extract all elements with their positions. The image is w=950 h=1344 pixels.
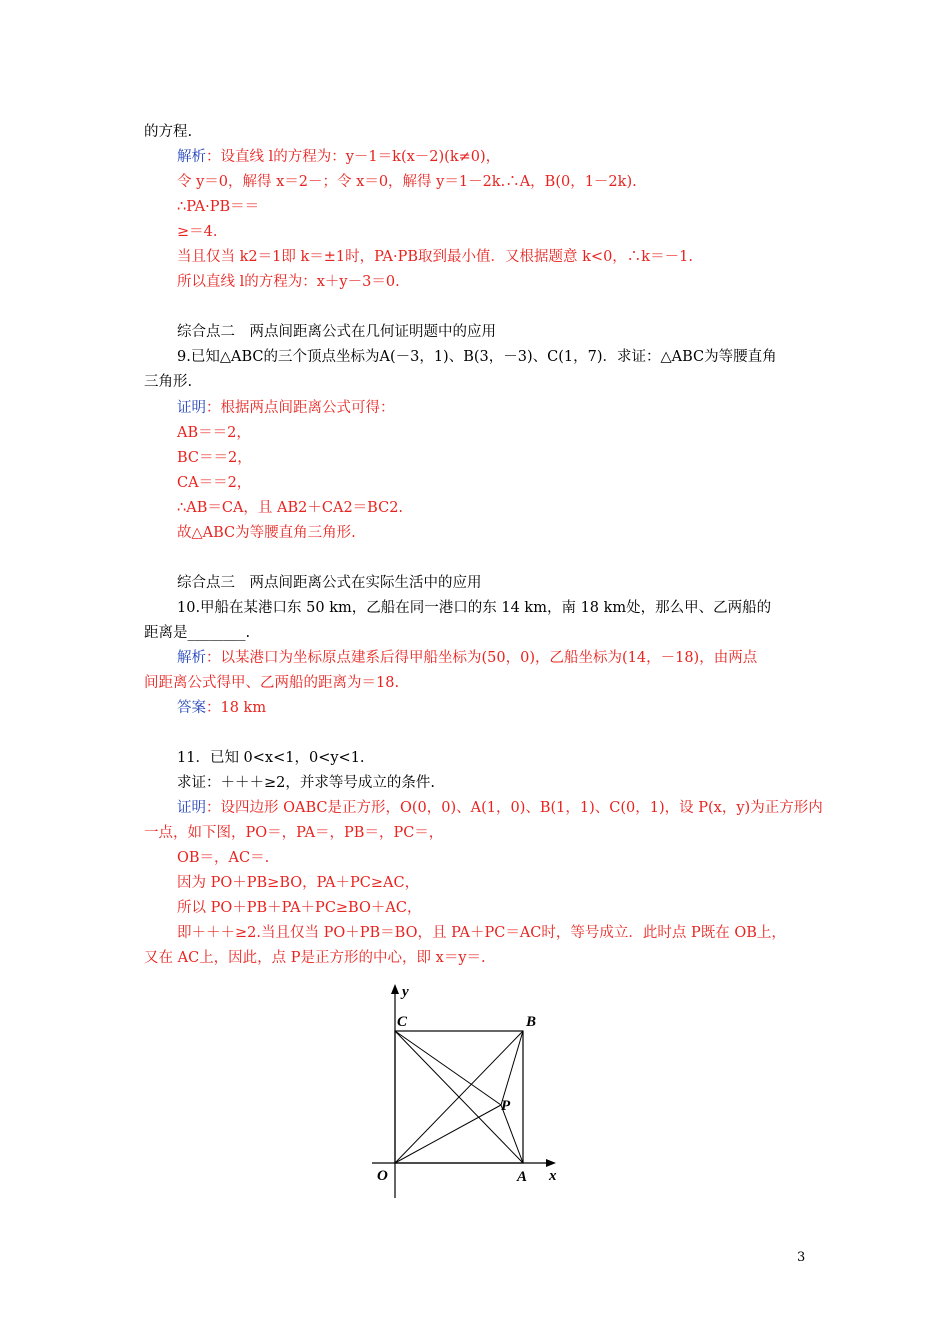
text-segment: ：设直线 l的方程为：y－1＝k(x－2)(k≠0)， — [206, 149, 501, 165]
text-line — [177, 848, 269, 868]
text-segment: 一点，如下图，PO＝，PA＝，PB＝，PC＝， — [144, 825, 444, 841]
square-figure — [360, 980, 580, 1205]
text-line — [177, 423, 251, 443]
text-segment: 当且仅当 k2＝1即 k＝±1时，PA·PB取到最小值．又根据题意 k<0，∴k＝－1. — [177, 249, 693, 265]
label-y: y — [402, 984, 409, 1000]
text-segment: OB＝，AC＝. — [177, 850, 270, 866]
text-line — [177, 448, 252, 468]
label-x: x — [549, 1168, 557, 1184]
text-segment: 故△ABC为等腰直角三角形. — [177, 525, 356, 541]
text-line — [177, 648, 757, 668]
text-segment: AB＝＝2， — [177, 425, 251, 441]
label-p: P — [501, 1098, 511, 1114]
text-line — [177, 923, 786, 943]
text-segment: CA＝＝2， — [177, 475, 252, 491]
text-line — [144, 673, 399, 693]
label-c: C — [397, 1014, 408, 1030]
label-o: O — [377, 1168, 388, 1184]
text-segment: 11．已知 0<x<1，0<y<1. — [177, 750, 365, 766]
text-segment: 距离是________. — [144, 625, 251, 641]
x-axis-arrow — [546, 1159, 556, 1167]
segment-pc — [395, 1031, 501, 1105]
solution-label: 答案 — [177, 700, 206, 716]
text-segment: 综合点二 两点间距离公式在几何证明题中的应用 — [177, 324, 496, 340]
text-line — [177, 398, 395, 418]
text-line — [144, 372, 192, 392]
page-number: 3 — [797, 1250, 806, 1265]
text-segment: ≥＝4. — [177, 224, 218, 240]
text-line — [144, 623, 250, 643]
text-segment: ：根据两点间距离公式可得： — [206, 400, 395, 416]
text-line — [177, 898, 421, 918]
text-line — [177, 197, 259, 217]
text-segment: 综合点三 两点间距离公式在实际生活中的应用 — [177, 575, 482, 591]
segment-po — [395, 1105, 501, 1163]
text-segment: 即＋＋＋≥2.当且仅当 PO＋PB＝BO，且 PA＋PC＝AC时，等号成立．此时点 P既在 OB上， — [177, 925, 786, 941]
text-segment: BC＝＝2， — [177, 450, 252, 466]
text-segment: ∴PA·PB＝＝ — [177, 199, 260, 215]
text-segment: 求证：＋＋＋≥2，并求等号成立的条件. — [177, 775, 435, 791]
text-line — [177, 773, 435, 793]
text-line — [177, 798, 823, 818]
text-segment: 因为 PO＋PB≥BO，PA＋PC≥AC， — [177, 875, 420, 891]
text-line — [144, 948, 486, 968]
text-segment: ：18 km — [206, 700, 267, 716]
text-segment: 的方程. — [144, 124, 193, 140]
text-line — [177, 473, 251, 493]
label-b: B — [526, 1014, 537, 1030]
text-segment: ：设四边形 OABC是正方形，O(0，0)、A(1，0)、B(1，1)、C(0，1)，设 P(x，y)为正方形内 — [206, 800, 823, 816]
solution-label: 证明 — [177, 400, 206, 416]
text-segment: 所以 PO＋PB＋PA＋PC≥BO＋AC， — [177, 900, 422, 916]
text-line — [177, 748, 365, 768]
text-line — [177, 873, 419, 893]
text-line — [144, 122, 192, 142]
text-segment: ：以某港口为坐标原点建系后得甲船坐标为(50，0)，乙船坐标为(14，－18)，由两点 — [206, 650, 758, 666]
label-a: A — [517, 1169, 528, 1185]
text-line — [177, 598, 771, 618]
text-line — [177, 698, 266, 718]
text-segment: 间距离公式得甲、乙两船的距离为＝18. — [144, 675, 400, 691]
text-segment: ∴AB＝CA，且 AB2＋CA2＝BC2. — [177, 500, 404, 516]
text-segment: 令 y＝0，解得 x＝2－；令 x＝0，解得 y＝1－2k.∴A，B(0，1－2k). — [177, 174, 637, 190]
text-segment: 又在 AC上，因此，点 P是正方形的中心，即 x＝y＝. — [144, 950, 486, 966]
text-segment: 三角形. — [144, 374, 193, 390]
text-line — [177, 172, 637, 192]
solution-label: 解析 — [177, 650, 206, 666]
text-line — [177, 523, 356, 543]
text-line — [177, 247, 693, 267]
text-line — [177, 347, 777, 367]
text-line — [177, 322, 496, 342]
text-line — [144, 823, 443, 843]
text-line — [177, 498, 403, 518]
solution-label: 解析 — [177, 149, 206, 165]
text-line — [177, 147, 500, 167]
square-diagram — [360, 980, 580, 1205]
text-segment: 9.已知△ABC的三个顶点坐标为A(－3，1)、B(3，－3)、C(1，7)．求证：△ABC为等腰直角 — [177, 349, 777, 365]
text-segment: 所以直线 l的方程为：x＋y－3＝0. — [177, 274, 400, 290]
text-line — [177, 272, 400, 292]
text-line — [177, 573, 482, 593]
solution-label: 证明 — [177, 800, 206, 816]
text-segment: 10.甲船在某港口东 50 km，乙船在同一港口的东 14 km，南 18 km处，那么甲、乙两船的 — [177, 600, 772, 616]
text-line — [177, 222, 217, 242]
y-axis-arrow — [391, 984, 399, 994]
